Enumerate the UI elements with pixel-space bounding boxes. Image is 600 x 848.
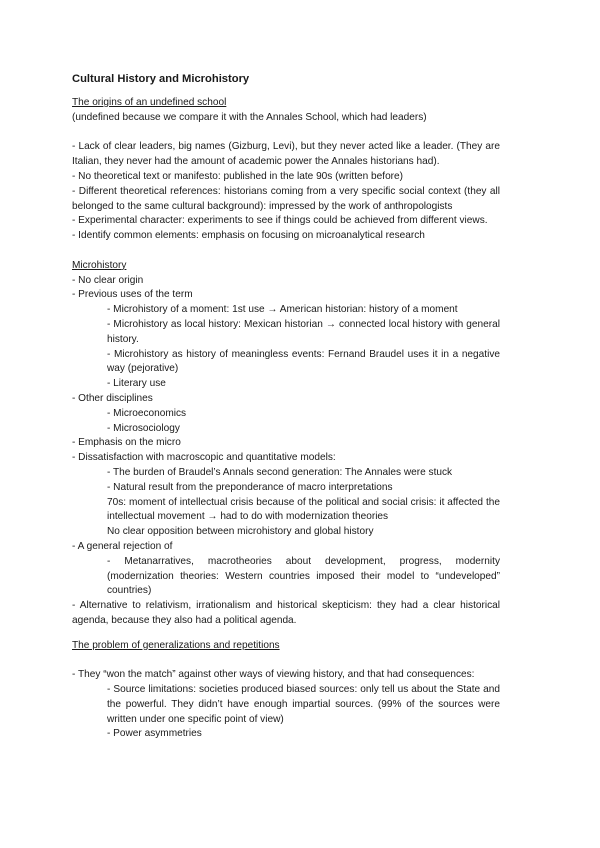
sub-list-item: - Literary use [107, 378, 166, 390]
document-page [72, 72, 500, 742]
section-heading-microhistory: Microhistory [72, 259, 127, 271]
sub-list-item: - Power asymmetries [107, 728, 202, 740]
sub-list-item: - Microsociology [107, 422, 180, 434]
list-item: - A general rejection of [72, 540, 173, 552]
sub-list-item: 70s: moment of intellectual crisis because of the political and social crisis: it affected the intellectual movement → had to do with modernization theories [107, 496, 500, 523]
document-title: Cultural History and Microhistory [72, 73, 250, 85]
list-item: - Previous uses of the term [72, 289, 193, 301]
list-item: - Lack of clear leaders, big names (Gizburg, Levi), but they never acted like a leader. (They are Italian, they never had the amount of academic power the Annales historians had). [72, 141, 500, 168]
list-item: - Other disciplines [72, 392, 153, 404]
list-item: - Different theoretical references: historians coming from a very specific social context (they all belonged to the same cultural background): impressed by the work of anthropologists [72, 185, 500, 212]
sub-list-item: - The burden of Braudel’s Annals second generation: The Annales were stuck [107, 466, 453, 478]
list-item: - No theoretical text or manifesto: published in the late 90s (written before) [72, 170, 404, 182]
sub-list-item: - Microhistory as local history: Mexican historian → connected local history with general history. [107, 318, 500, 345]
list-item: - They “won the match” against other ways of viewing history, and that had consequences: [72, 669, 475, 681]
sub-list-item: - Metanarratives, macrotheories about development, progress, modernity (modernization theories: Western countries imposed their model to “undeveloped” countries) [107, 555, 500, 597]
sub-list-item: - Source limitations: societies produced biased sources: only tell us about the State and the powerful. They didn’t have enough impartial sources. (99% of the sources were written under one specific point of view) [107, 684, 500, 725]
list-item: - Dissatisfaction with macroscopic and quantitative models: [72, 452, 336, 464]
list-item: - No clear origin [72, 274, 144, 286]
list-item: - Alternative to relativism, irrationalism and historical skepticism: they had a clear historical agenda, because they also had a political agenda. [72, 600, 500, 626]
sub-list-item: - Microhistory as history of meaningless events: Fernand Braudel uses it in a negative way (pejorative) [107, 348, 500, 375]
sub-list-item: - Microeconomics [107, 407, 187, 419]
list-item: - Emphasis on the micro [72, 437, 181, 449]
sub-list-item: - Natural result from the preponderance of macro interpretations [107, 481, 393, 493]
sub-list-item: - Microhistory of a moment: 1st use → American historian: history of a moment [107, 304, 458, 316]
list-item: - Identify common elements: emphasis on focusing on microanalytical research [72, 230, 425, 242]
list-item: - Experimental character: experiments to see if things could be achieved from different views. [72, 215, 488, 227]
section-heading-origins: The origins of an undefined school [72, 97, 227, 108]
section-subtitle: (undefined because we compare it with the Annales School, which had leaders) [72, 111, 427, 123]
sub-list-item: No clear opposition between microhistory and global history [107, 526, 374, 538]
section-heading-generalizations: The problem of generalizations and repetitions [72, 639, 280, 651]
